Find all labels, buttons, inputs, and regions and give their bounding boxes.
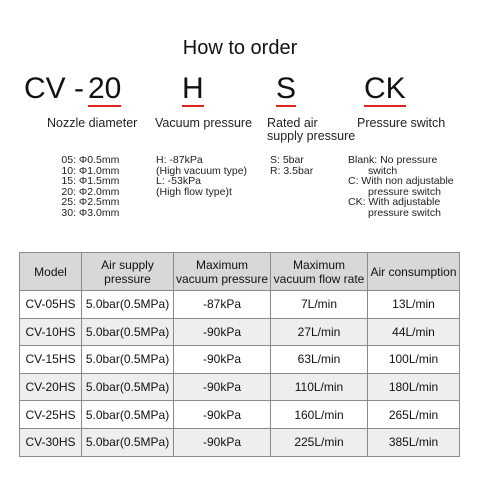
code-vacuum <box>182 72 204 106</box>
switch-option: Blank: No pressure <box>348 154 438 166</box>
header-vacuum: Vacuum pressure <box>155 116 253 130</box>
table-cell: 13L/min <box>368 291 460 319</box>
code-vacuum-value: H <box>182 72 204 105</box>
table-cell: CV-05HS <box>20 291 82 319</box>
code-switch <box>364 72 406 106</box>
table-cell: 5.0bar(0.5MPa) <box>82 318 174 346</box>
vacuum-option: (High vacuum type) <box>156 164 248 177</box>
column-header-line1: Maximum <box>195 257 248 272</box>
column-header <box>174 253 271 291</box>
header-rated <box>267 117 355 143</box>
table-body <box>20 291 460 457</box>
column-header-line1: Maximum <box>292 257 345 272</box>
header-rated-line2: supply pressure <box>267 129 356 143</box>
header-rated-line1: Rated air <box>267 116 318 130</box>
code-switch-value: CK <box>364 72 406 105</box>
vacuum-option: H: -87kPa <box>156 154 203 166</box>
column-header-line1: Air supply <box>101 257 154 272</box>
table-cell: -90kPa <box>174 318 271 346</box>
nozzle-options <box>48 155 119 219</box>
code-size <box>88 72 121 106</box>
code-air-value: S <box>276 72 297 105</box>
switch-option: switch <box>368 164 398 177</box>
nozzle-code: 15: <box>61 175 76 188</box>
nozzle-value: Φ0.5mm <box>76 154 120 166</box>
header-nozzle: Nozzle diameter <box>47 116 138 130</box>
table-cell: 63L/min <box>271 346 368 374</box>
table-cell: 265L/min <box>368 401 460 429</box>
nozzle-code: 20: <box>61 185 76 198</box>
table-cell: -87kPa <box>174 291 271 319</box>
column-header-line2: vacuum flow rate <box>273 271 365 286</box>
nozzle-option <box>48 208 119 219</box>
code-size-value: 20 <box>88 72 122 105</box>
table-row <box>20 318 460 346</box>
table-cell: 225L/min <box>271 428 368 456</box>
switch-options <box>348 155 454 219</box>
column-header <box>20 253 82 291</box>
column-header-line2: pressure <box>104 271 151 286</box>
table-cell: CV-15HS <box>20 346 82 374</box>
table-cell: 5.0bar(0.5MPa) <box>82 428 174 456</box>
rated-option: S: 5bar <box>270 154 304 166</box>
code-air <box>276 72 296 106</box>
code-prefix: CV - <box>24 72 84 105</box>
column-header <box>271 253 368 291</box>
nozzle-code: 05: <box>61 154 76 166</box>
nozzle-code: 30: <box>61 206 76 219</box>
switch-option: C: With non adjustable <box>348 175 454 188</box>
table-cell: CV-30HS <box>20 428 82 456</box>
switch-option: pressure switch <box>368 185 441 198</box>
column-header-line1: Model <box>34 264 67 279</box>
table-cell: CV-20HS <box>20 373 82 401</box>
column-header-line1: Air consumption <box>370 264 457 279</box>
header-switch: Pressure switch <box>357 116 446 130</box>
table-cell: 110L/min <box>271 373 368 401</box>
column-header <box>82 253 174 291</box>
nozzle-value: Φ1.0mm <box>76 164 120 177</box>
vacuum-options <box>156 155 247 197</box>
table-cell: -90kPa <box>174 346 271 374</box>
table-cell: -90kPa <box>174 401 271 429</box>
table-cell: 385L/min <box>368 428 460 456</box>
nozzle-value: Φ2.5mm <box>76 196 120 209</box>
page-title: How to order <box>182 37 298 59</box>
column-header <box>368 253 460 291</box>
table-cell: 100L/min <box>368 346 460 374</box>
switch-option: CK: With adjustable <box>348 196 441 209</box>
nozzle-value: Φ2.0mm <box>76 185 120 198</box>
nozzle-code: 25: <box>61 196 76 209</box>
table-cell: CV-25HS <box>20 401 82 429</box>
table-header-row <box>20 253 460 291</box>
table-cell: 5.0bar(0.5MPa) <box>82 373 174 401</box>
switch-option: pressure switch <box>368 206 441 219</box>
vacuum-option: (High flow type)t <box>156 185 232 198</box>
table-row <box>20 401 460 429</box>
column-header-line2: vacuum pressure <box>175 271 269 286</box>
vacuum-option: L: -53kPa <box>156 175 201 188</box>
table-cell: 180L/min <box>368 373 460 401</box>
table-row <box>20 428 460 456</box>
table-row <box>20 291 460 319</box>
table-cell: -90kPa <box>174 428 271 456</box>
table-cell: 160L/min <box>271 401 368 429</box>
nozzle-value: Φ3.0mm <box>76 206 120 219</box>
rated-option: R: 3.5bar <box>270 164 314 177</box>
table-cell: 5.0bar(0.5MPa) <box>82 346 174 374</box>
nozzle-code: 10: <box>61 164 76 177</box>
rated-options <box>270 155 313 176</box>
table-cell: -90kPa <box>174 373 271 401</box>
table-cell: 5.0bar(0.5MPa) <box>82 401 174 429</box>
table-cell: 44L/min <box>368 318 460 346</box>
table-cell: 5.0bar(0.5MPa) <box>82 291 174 319</box>
spec-table <box>19 252 460 457</box>
nozzle-value: Φ1.5mm <box>76 175 120 188</box>
table-row <box>20 346 460 374</box>
table-cell: 27L/min <box>271 318 368 346</box>
table-cell: 7L/min <box>271 291 368 319</box>
table-row <box>20 373 460 401</box>
table-cell: CV-10HS <box>20 318 82 346</box>
